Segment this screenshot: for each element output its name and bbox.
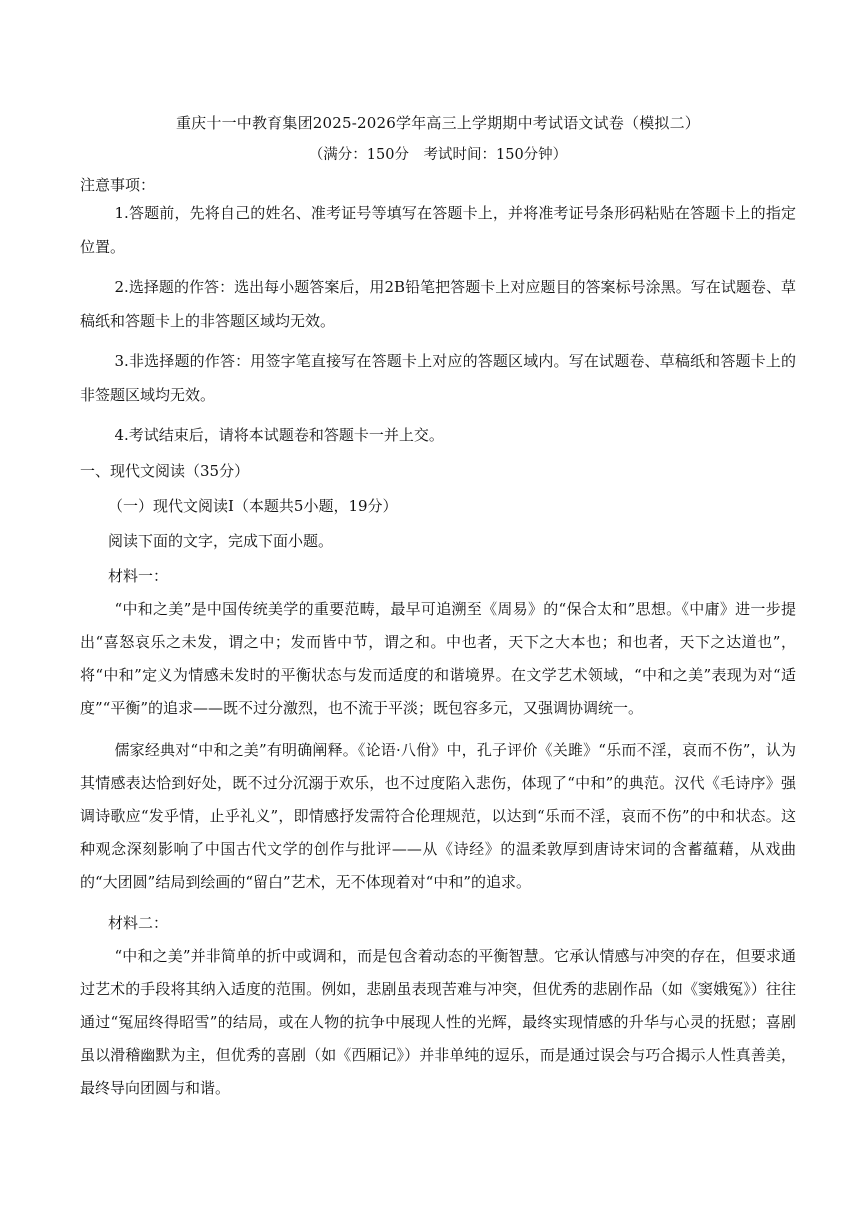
exam-subtitle: （满分：150分 考试时间：150分钟）: [308, 147, 568, 163]
notice-list: [80, 196, 796, 452]
material-label: 材料一：: [108, 567, 169, 585]
notice-item: 4.考试结束后，请将本试题卷和答题卡一并上交。: [114, 426, 444, 444]
notice-heading: 注意事项：: [80, 176, 156, 194]
material-paragraph: 儒家经典对“中和之美”有明确阐释。《论语·八佾》中，孔子评价《关雎》“乐而不淫，哀而不伤”，认为其情感表达恰到好处，既不过分沉溺于欢乐，也不过度陷入悲伤，体现了“中和”的典范。汉代《毛诗序》强调诗歌应“发乎情，止乎礼义”，即情感抒发需符合伦理规范，以达到“乐而不淫，哀而不伤”的中和状态。这种观念深刻影响了中国古代文学的创作与批评——从《诗经》的温柔敦厚到唐诗宋词的含蓄蕴藉，从戏曲的“大团圆”结局到绘画的“留白”艺术，无不体现着对“中和”的追求。: [80, 741, 796, 891]
notice-item: 3.非选择题的作答：用签字笔直接写在答题卡上对应的答题区域内。写在试题卷、草稿纸和答题卡上的非签题区域均无效。: [80, 352, 796, 404]
section-heading: 一、现代文阅读（35分）: [80, 462, 250, 480]
material-label: 材料二：: [108, 914, 169, 932]
exam-title: 重庆十一中教育集团2025-2026学年高三上学期期中考试语文试卷（模拟二）: [175, 114, 701, 132]
reading-instruction: 阅读下面的文字，完成下面小题。: [108, 532, 334, 550]
material-paragraph: “中和之美”是中国传统美学的重要范畴，最早可追溯至《周易》的“保合太和”思想。《中庸》进一步提出“喜怒哀乐之未发，谓之中；发而皆中节，谓之和。中也者，天下之大本也；和也者，天下之达道也”，将“中和”定义为情感未发时的平衡状态与发而适度的和谐境界。在文学艺术领域，“中和之美”表现为对“适度”“平衡”的追求——既不过分激烈，也不流于平淡；既包容多元，又强调协调统一。: [80, 600, 796, 717]
material-paragraph: “中和之美”并非简单的折中或调和，而是包含着动态的平衡智慧。它承认情感与冲突的存在，但要求通过艺术的手段将其纳入适度的范围。例如，悲剧虽表现苦难与冲突，但优秀的悲剧作品（如《窦娥冤》）往往通过“冤屈终得昭雪”的结局，或在人物的抗争中展现人性的光辉，最终实现情感的升华与心灵的抚慰；喜剧虽以滑稽幽默为主，但优秀的喜剧（如《西厢记》）并非单纯的逗乐，而是通过误会与巧合揭示人性真善美，最终导向团圆与和谐。: [80, 947, 796, 1097]
section-subheading: （一）现代文阅读Ⅰ（本题共5小题，19分）: [108, 497, 398, 515]
notice-item: 2.选择题的作答：选出每小题答案后，用2B铅笔把答题卡上对应题目的答案标号涂黑。写在试题卷、草稿纸和答题卡上的非答题区域均无效。: [80, 278, 796, 330]
notice-item: 1.答题前，先将自己的姓名、准考证号等填写在答题卡上，并将准考证号条形码粘贴在答题卡上的指定位置。: [80, 204, 796, 256]
